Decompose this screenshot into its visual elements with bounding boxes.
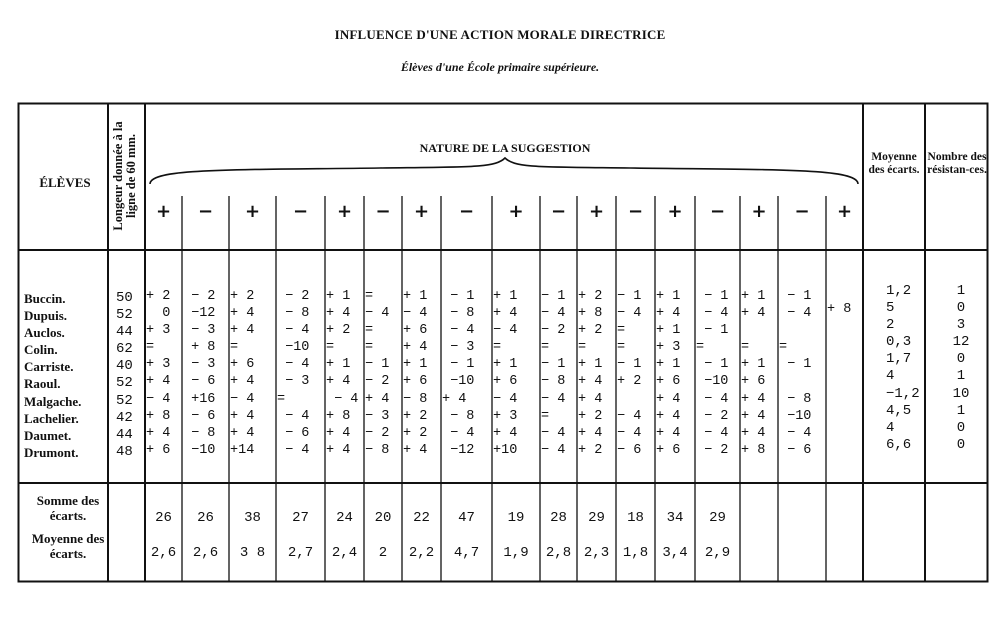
table-cell: + 1 [656, 323, 681, 339]
table-cell: − 8 [541, 374, 566, 390]
moyenne-cell: 4,5 [886, 402, 912, 419]
suggestion-column [696, 288, 739, 459]
table-cell: + 8 [741, 442, 766, 458]
table-cell: = [578, 340, 587, 356]
suggestion-column [365, 288, 401, 459]
table-cell: + 2 [578, 442, 603, 458]
moyenne-label: Moyenne des écarts. [31, 531, 105, 561]
table-cell: = [146, 340, 155, 356]
table-cell: + 4 [326, 442, 351, 458]
table-cell: + 2 [578, 323, 603, 339]
table-cell: −10 [277, 340, 310, 356]
moyenne-cell: 1,2 [886, 283, 912, 299]
table-cell: + 6 [230, 357, 255, 373]
table-cell: − 4 [696, 425, 729, 441]
resistance-cell: 0 [956, 351, 966, 368]
suggestion-column [277, 288, 324, 459]
table-cell: − 6 [183, 374, 216, 390]
header-eleves: ÉLÈVES [39, 175, 91, 190]
header-nature: NATURE DE LA SUGGESTION [419, 141, 591, 155]
table-cell: −10 [779, 408, 812, 424]
table-cell: − 8 [183, 425, 216, 441]
table-cell: = [365, 340, 374, 356]
table-cell: + 2 [403, 425, 428, 441]
longueur-cell: 44 [116, 324, 133, 341]
table-cell: = [617, 323, 626, 339]
table-cell: − 1 [696, 357, 729, 373]
table-cell: + 1 [656, 289, 681, 304]
somme-cell: 18 [627, 510, 644, 526]
table-cell: + 3 [146, 323, 171, 339]
sign-minus: − [794, 201, 810, 222]
longueur-cell: 52 [116, 375, 133, 392]
table-cell: = [230, 340, 239, 356]
moyenne-cell: 5 [886, 300, 895, 317]
moyenne-footer-cell: 1,9 [503, 545, 529, 561]
sign-minus: − [550, 201, 567, 222]
longueur-cell: 62 [116, 341, 133, 358]
table-cell: − 4 [541, 306, 566, 322]
table-cell: − 4 [326, 391, 359, 407]
table-cell: + 1 [741, 289, 766, 304]
table-cell: + 6 [656, 442, 681, 458]
table-cell: + 4 [326, 425, 351, 441]
student-name: Lachelier. [24, 410, 79, 426]
table-cell: − 4 [146, 391, 171, 407]
table-cell: = [541, 408, 550, 424]
suggestion-column [827, 301, 862, 318]
resistance-cell: 1 [956, 283, 966, 299]
resistance-cell: 12 [952, 334, 970, 351]
moyenne-cell: 4 [886, 368, 895, 385]
table-cell: + 1 [403, 357, 428, 373]
table-cell: + 4 [656, 306, 681, 322]
moyenne-cell: 4 [886, 419, 895, 436]
table-cell: + 4 [656, 425, 681, 441]
table-cell: − 3 [183, 323, 216, 339]
moyenne-cell: −1,2 [886, 385, 920, 402]
table-cell: + 4 [365, 391, 390, 407]
table-cell: + 8 [578, 306, 603, 322]
table-cell: − 8 [403, 391, 428, 407]
moyenne-footer-cell: 2,4 [331, 545, 358, 561]
moyenne-cell: 6,6 [886, 436, 912, 453]
table-cell: + 6 [741, 374, 766, 390]
table-cell: − 1 [696, 289, 729, 304]
moyenne-footer-cell: 4,7 [453, 545, 480, 561]
table-cell: + 1 [656, 357, 681, 373]
moyenne-footer-cell: 2 [378, 545, 388, 561]
table-cell: +10 [493, 442, 518, 458]
longueur-cell: 50 [116, 290, 133, 306]
table-cell: − 4 [277, 357, 310, 373]
moyenne-footer-cell: 2,3 [583, 545, 610, 561]
table-cell: + 6 [656, 374, 681, 390]
table-cell: = [741, 340, 750, 356]
table-cell: + 4 [741, 391, 766, 407]
header-moyenne: Moyenne des écarts. [868, 151, 920, 176]
resistance-cell: 0 [956, 300, 966, 317]
table-cell: − 3 [442, 340, 475, 356]
table-cell: + 2 [578, 289, 603, 304]
table-cell: − 8 [442, 408, 475, 424]
table-cell: = [779, 340, 788, 356]
suggestion-column [779, 288, 825, 459]
somme-label: Somme des écarts. [36, 493, 100, 523]
table-cell: + 4 [146, 374, 171, 390]
document-title: INFLUENCE D'UNE ACTION MORALE DIRECTRICE [334, 27, 666, 42]
sign-minus: − [292, 201, 309, 222]
table-cell: + 1 [326, 289, 351, 304]
somme-cell: 28 [550, 510, 567, 526]
somme-cell: 22 [413, 510, 430, 526]
student-name: Raoul. [24, 376, 61, 392]
somme-cell: 26 [155, 510, 172, 526]
resistance-cell: 0 [956, 436, 966, 453]
student-name: Malgache. [24, 393, 82, 409]
sign-plus: + [588, 201, 605, 222]
table-cell: − 6 [183, 408, 216, 424]
moyenne-cell: 2 [886, 317, 895, 334]
student-name: Dupuis. [24, 308, 67, 324]
student-name: Drumont. [24, 444, 79, 460]
somme-cell: 19 [507, 510, 525, 526]
sign-plus: + [751, 201, 767, 222]
table-cell: − 4 [277, 442, 310, 458]
table-cell: − 2 [183, 289, 216, 304]
table-cell: = [277, 391, 286, 407]
table-cell: + 1 [403, 289, 428, 304]
sign-plus: + [836, 201, 853, 222]
table-cell: − 4 [779, 306, 812, 322]
suggestion-column [578, 288, 615, 459]
table-cell: − 8 [365, 442, 390, 458]
table-cell: − 2 [696, 408, 729, 424]
table-cell: − 1 [541, 357, 566, 373]
table-cell: − 2 [696, 442, 729, 458]
table-cell: + 6 [493, 374, 518, 390]
table-cell: − 4 [493, 391, 518, 407]
moyenne-footer-cell: 2,6 [150, 545, 177, 561]
longueur-cell: 40 [116, 358, 133, 375]
table-cell: − 1 [779, 357, 812, 373]
suggestion-column [403, 288, 440, 459]
table-cell: = [365, 323, 374, 339]
table-cell: − 4 [277, 408, 310, 424]
table-cell: + 4 [493, 425, 518, 441]
table-cell: + 8 [326, 408, 351, 424]
header-nombre: Nombre des résistan-ces. [927, 151, 987, 176]
student-name: Daumet. [24, 427, 72, 443]
table-cell: − 6 [277, 425, 310, 441]
document-subtitle: Élèves d'une École primaire supérieure. [400, 60, 600, 74]
table-cell: + 8 [183, 340, 216, 356]
moyenne-footer-cell: 2,8 [545, 545, 572, 561]
somme-cell: 20 [374, 510, 392, 526]
table-cell: = [493, 340, 502, 356]
table-cell: + 4 [403, 340, 428, 356]
table-cell: + 8 [146, 408, 171, 424]
table-cell: − 1 [617, 289, 642, 304]
table-cell: − 6 [779, 442, 812, 458]
table-cell: − 3 [277, 374, 310, 390]
moyenne-cell: 0,3 [886, 334, 912, 351]
table-cell: + 8 [827, 302, 852, 317]
table-cell: + 6 [403, 374, 428, 390]
table-cell: + 1 [578, 357, 603, 373]
table-cell: + 6 [146, 442, 171, 458]
brace-icon [150, 158, 858, 184]
table-cell: + 4 [741, 425, 766, 441]
table-cell [617, 391, 654, 408]
somme-cell: 29 [588, 510, 605, 526]
somme-cell: 34 [666, 510, 684, 526]
student-name: Auclos. [24, 325, 65, 341]
table-cell: − 4 [696, 306, 729, 322]
resistance-cell: 0 [956, 419, 966, 436]
table-cell: − 2 [277, 289, 310, 304]
table-cell: − 4 [541, 391, 566, 407]
somme-cell: 24 [336, 510, 353, 526]
table-cell: − 3 [365, 408, 390, 424]
table-cell: − 3 [183, 357, 216, 373]
table-cell [741, 322, 777, 339]
table-cell: + 1 [493, 357, 518, 373]
suggestion-column [617, 288, 654, 459]
table-cell: = [541, 340, 550, 356]
table-cell: + 3 [146, 357, 171, 373]
table-cell: +14 [230, 442, 255, 458]
table-cell: + 2 [230, 289, 255, 304]
table-cell: = [617, 340, 626, 356]
longueur-cell: 44 [116, 426, 133, 443]
table-cell: − 1 [541, 289, 566, 304]
sign-plus: + [244, 201, 261, 222]
student-name: Colin. [24, 342, 58, 358]
suggestion-column [326, 288, 363, 459]
resistance-cell: 1 [956, 368, 966, 385]
table-cell: + 2 [146, 289, 171, 304]
table-cell: − 4 [617, 425, 642, 441]
suggestion-column [146, 288, 181, 459]
table-cell: − 2 [541, 323, 566, 339]
longueur-cell: 42 [116, 409, 133, 426]
table-cell: + 4 [442, 391, 467, 407]
table-cell: − 4 [230, 391, 255, 407]
somme-cell: 26 [197, 510, 214, 526]
table-cell [779, 322, 825, 339]
table-cell: −10 [183, 442, 216, 458]
table-cell: − 4 [493, 323, 518, 339]
longueur-cell: 48 [116, 443, 133, 460]
table-cell: − 1 [696, 323, 729, 339]
table-cell: = [326, 340, 335, 356]
table-cell: + 4 [230, 425, 255, 441]
table-cell: + 4 [146, 425, 171, 441]
table-cell: − 4 [541, 442, 566, 458]
suggestion-column [541, 288, 576, 459]
moyenne-footer-cell: 2,9 [704, 545, 731, 561]
table-cell: + 4 [656, 391, 681, 407]
table-cell: − 8 [442, 306, 475, 322]
table-cell: − 4 [442, 323, 475, 339]
table-cell: +16 [183, 391, 216, 407]
resistance-cell: 10 [952, 385, 970, 402]
resistances-values [946, 283, 976, 454]
somme-cell: 38 [244, 510, 261, 526]
table-cell: − 1 [617, 357, 642, 373]
table-cell: + 4 [656, 408, 681, 424]
table-cell: + 3 [493, 408, 518, 424]
sign-plus: + [413, 201, 430, 222]
longueur-values [116, 290, 146, 461]
suggestion-column [230, 288, 275, 459]
sign-minus: − [197, 201, 214, 222]
moyenne-footer-cell: 3 8 [239, 545, 266, 561]
table-cell: −12 [442, 442, 475, 458]
resistance-cell: 3 [956, 317, 966, 334]
table-cell: − 8 [779, 391, 812, 407]
table-cell: − 4 [696, 391, 729, 407]
sign-minus: − [458, 201, 475, 222]
sign-plus: + [508, 201, 524, 222]
moyenne-values [886, 283, 946, 454]
table-cell: + 4 [326, 374, 351, 390]
sign-plus: + [155, 201, 172, 222]
table-cell: + 4 [493, 306, 518, 322]
table-cell: 0 [146, 306, 171, 322]
suggestion-column [656, 288, 694, 459]
resistance-cell: 1 [956, 402, 966, 419]
table-cell: + 6 [403, 323, 428, 339]
table-cell: − 4 [779, 425, 812, 441]
table-cell: − 2 [365, 374, 390, 390]
table-cell: − 1 [779, 289, 812, 304]
table-cell: − 1 [442, 357, 475, 373]
student-name: Buccin. [24, 291, 66, 306]
moyenne-cell: 1,7 [886, 351, 912, 368]
table-cell: + 4 [326, 306, 351, 322]
sign-minus: − [709, 201, 726, 222]
sign-plus: + [667, 201, 683, 222]
table-cell: + 2 [617, 374, 642, 390]
longueur-cell: 52 [116, 307, 133, 324]
student-names [24, 290, 81, 461]
table-cell: − 4 [403, 306, 428, 322]
table-cell: − 8 [277, 306, 310, 322]
student-name: Carriste. [24, 359, 74, 375]
moyenne-footer-cell: 2,6 [192, 545, 219, 561]
table-cell: + 4 [230, 374, 255, 390]
suggestion-column [493, 288, 539, 459]
moyenne-footer-cell: 1,8 [622, 545, 649, 561]
table-cell: − 4 [617, 306, 642, 322]
table-cell: + 1 [326, 357, 351, 373]
sign-minus: − [375, 201, 391, 222]
table-cell: + 4 [230, 323, 255, 339]
table-cell: + 4 [578, 391, 603, 407]
table-cell: + 4 [578, 425, 603, 441]
table-cell: −10 [696, 374, 729, 390]
moyenne-footer-cell: 2,2 [408, 545, 435, 561]
table-cell: − 6 [617, 442, 642, 458]
suggestion-column [442, 288, 491, 459]
somme-cell: 27 [292, 510, 309, 526]
table-cell: − 4 [365, 306, 390, 322]
table-cell: + 1 [493, 289, 518, 304]
suggestion-column [183, 288, 228, 459]
table-cell: − 1 [365, 357, 390, 373]
sign-minus: − [627, 201, 644, 222]
table-cell: − 2 [365, 425, 390, 441]
table-cell: + 1 [741, 357, 766, 373]
somme-cell: 47 [458, 510, 475, 526]
table-cell: + 4 [578, 374, 603, 390]
moyenne-footer-cell: 3,4 [662, 545, 688, 561]
table-cell: + 4 [403, 442, 428, 458]
table-cell: + 4 [230, 408, 255, 424]
table-cell: + 2 [578, 408, 603, 424]
table-cell: −10 [442, 374, 475, 390]
sign-plus: + [336, 201, 353, 222]
table-cell: + 4 [741, 306, 766, 322]
table-cell: = [365, 289, 374, 304]
table-cell: − 1 [442, 289, 475, 304]
header-longueur: Longeur donnée à la ligne de 60 mm. [111, 121, 138, 231]
suggestion-column [741, 288, 777, 459]
moyenne-footer-cell: 2,7 [287, 545, 314, 561]
somme-cell: 29 [709, 510, 726, 526]
table-cell [779, 373, 825, 390]
table-cell: −12 [183, 306, 216, 322]
table-cell: − 4 [541, 425, 566, 441]
table-cell: + 3 [656, 340, 681, 356]
table-cell: = [696, 340, 705, 356]
table-cell: − 4 [277, 323, 310, 339]
table-cell: + 2 [326, 323, 351, 339]
table-cell: + 2 [403, 408, 428, 424]
table-cell: + 4 [230, 306, 255, 322]
table-cell: − 4 [617, 408, 642, 424]
table-cell: − 4 [442, 425, 475, 441]
table-cell: + 4 [741, 408, 766, 424]
longueur-cell: 52 [116, 392, 133, 409]
